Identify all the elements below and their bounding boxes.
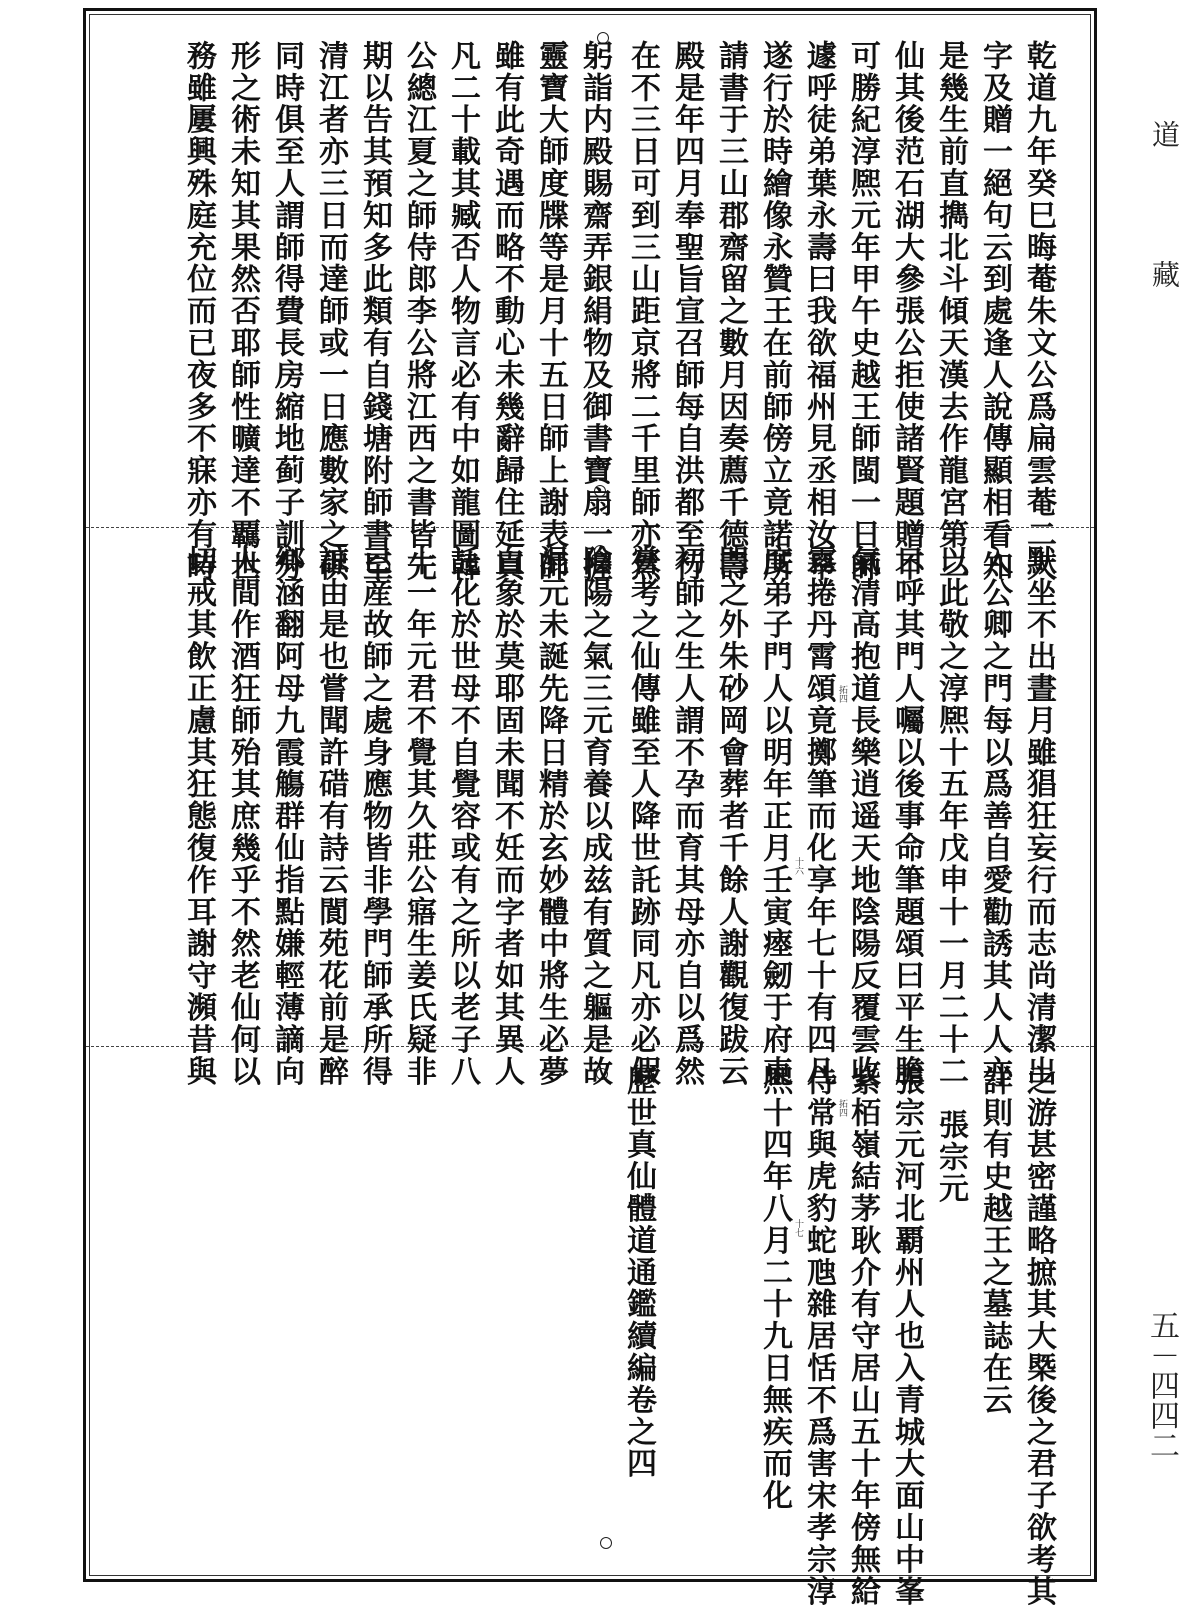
text-column: 諒由是也嘗聞許碏有詩云閬苑花前是醉 [313,545,348,1088]
text-column: 同時俱至人謂師得費長房縮地蓟子訓分 [269,40,304,583]
text-column: 切戒其飲正慮其狂態復作耳謝守瀕昔與 [181,545,216,1088]
text-column: 門之外朱砂岡會葬者千餘人謝觀復跋云 [713,545,748,1088]
text-column: 乾道九年癸巳晦菴朱文公爲扁雲菴二大 [1021,40,1056,583]
text-column: 遂行於時繪像永贊王在前師傍立竟諾所 [757,40,792,583]
text-column: 十一年元君不覺其久莊公寤生姜氏疑非 [401,545,436,1088]
text-column: 靈寶大師度牒等是月十五日師上謝表師 [533,40,568,583]
margin-page-number: 五－四四二 [1144,1310,1179,1460]
text-column: 初師之生人謂不孕而育其母亦自以爲然 [669,545,704,1088]
text-column: 殿是年四月奉聖旨宣召師每自洪都至行 [669,40,704,583]
text-column: 張宗元河北覇州人也入青城大面山中峯 [889,1065,924,1607]
marginal-note: 拓四 [837,1099,847,1117]
text-column: 仙其後范石湖大參張公拒使諸賢題贈不 [889,40,924,583]
text-column: 躬詣内殿賜齋弄銀絹物及御書寶扇一握 [577,40,612,583]
text-column: 陰陽之氣三元育養以成兹有質之軀是故 [577,545,612,1088]
marginal-note: 拓四 [837,685,847,703]
marginal-note: 十六 [793,857,803,875]
text-column: 鄉涵翻阿母九霞觴群仙指點嫌輕薄謫向 [269,545,304,1088]
text-column: 日呼其門人囑以後事命筆題頌曰平生膽 [889,545,924,1088]
register-top [140,40,1060,583]
margin-collection-char-1: 道 [1148,120,1181,148]
text-column: 字及贈一絕句云到處逢人說傳顯相看知 [977,40,1012,583]
text-column: 形之術未知其果然否耶師性曠達不覊世 [225,40,260,583]
text-column: 默坐不出晝月雖猖狂妄行而志尚清潔出 [1021,545,1056,1088]
text-column: 混元未誕先降日精於玄妙體中將生必夢 [533,545,568,1088]
text-column: 白象於莫耶固未聞不妊而字者如其異人 [489,545,524,1088]
text-column: 紫栢嶺結茅耿介有守居山五十年傍無給 [845,1065,880,1607]
text-column: 請書于三山郡齋留之數月因奏薦千德壽 [713,40,748,583]
text-column: 人間作酒狂師殆其庶幾乎不然老仙何以 [225,545,260,1088]
text-column: 凡二十載其臧否人物言必有中如龍圖韓 [445,40,480,583]
volume-end-title: 歷世真仙體道通鑑續編卷之四 [621,1065,656,1480]
text-column: 託化於世母不自覺容或有之所以老子八 [445,545,480,1088]
text-column: 嘗考之仙傳雖至人降世託跡同凡亦必假 [625,545,660,1088]
text-column: 霧捲丹霄頌竟擲筆而化享年七十有四凡 [801,545,836,1088]
text-column: 務雖屢興殊庭充位而已夜多不寐亦有時 [181,40,216,583]
text-column: 氣清高抱道長樂逍遥天地陰陽反覆雲收 [845,545,880,1088]
text-column: 詳則有史越王之墓誌在云 [977,1065,1012,1416]
register-bottom [140,1065,1060,1607]
entry-heading: 張宗元 [933,1109,968,1205]
text-column: 遽呼徒弟葉永壽曰我欲福州見丞相汝早 [801,40,836,583]
text-column: 是幾生前直擕北斗傾天漢去作龍宮第二 [933,40,968,583]
text-column: 可勝紀淳熈元年甲午史越王師閩一日師 [845,40,880,583]
text-column: 之游甚密謹略摭其大槩後之君子欲考其 [1021,1065,1056,1607]
text-column: 入公卿之門每以爲善自愛勸誘其人人亦 [977,545,1012,1088]
register-middle [140,545,1060,1088]
text-column: 侍常與虎豹蛇虺雜居恬不爲害宋孝宗淳 [801,1065,836,1607]
text-column: 以此敬之淳熈十五年戊申十一月二十二 [933,545,968,1088]
text-column: 度弟子門人以明年正月壬寅瘞劒于府東 [757,545,792,1088]
text-column: 雖有此奇遇而略不動心未幾辭歸住延真 [489,40,524,583]
text-column: 清江者亦三日而達師或一日應數家之供 [313,40,348,583]
text-column: 公總江夏之師侍郎李公將江西之書皆先 [401,40,436,583]
margin-collection-char-2: 藏 [1148,260,1181,288]
text-column: 已産故師之處身應物皆非學門師承所得 [357,545,392,1088]
text-column: 在不三日可到三山距京將二千里師亦然 [625,40,660,583]
text-column: 期以告其預知多此類有自錢塘附師書至 [357,40,392,583]
marginal-note: 十七 [793,1219,803,1237]
text-column: 熈十四年八月二十九日無疾而化 [757,1065,792,1512]
